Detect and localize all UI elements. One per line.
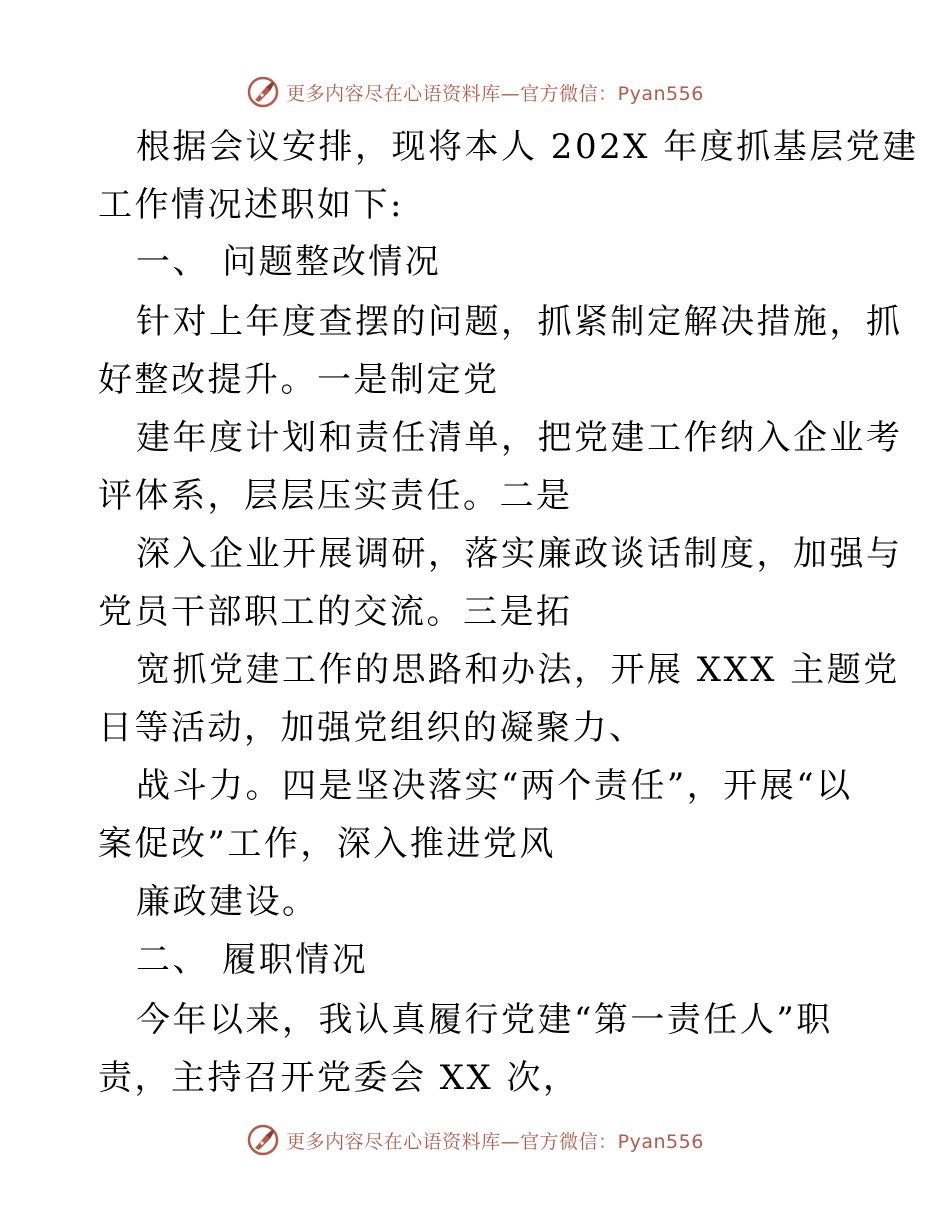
paragraph-line: 评体系，层层压实责任。二是 (98, 476, 573, 516)
pen-nib-circle-logo-icon (246, 1123, 280, 1157)
footer-watermark (0, 1120, 950, 1160)
paragraph-line: 工作情况述职如下: (98, 185, 404, 225)
paragraph-line: 战斗力。四是坚决落实“两个责任”，开展“以 (136, 766, 853, 806)
paragraph-line: 党员干部职工的交流。三是拓 (98, 592, 573, 632)
paragraph-line: 建年度计划和责任清单，把党建工作纳入企业考 (136, 418, 903, 458)
section-heading: 二、 履职情况 (136, 940, 369, 980)
paragraph-line: 好整改提升。一是制定党 (98, 360, 500, 400)
paragraph-line: 廉政建设。 (136, 882, 319, 922)
pen-nib-circle-logo-icon (246, 75, 280, 109)
paragraph-line: 责，主持召开党委会 XX 次， (98, 1058, 580, 1098)
watermark-text: 更多内容尽在心语资料库—官方微信：Pyan556 (286, 82, 704, 105)
paragraph-line: 根据会议安排，现将本人 202X 年度抓基层党建 (136, 127, 919, 167)
paragraph-line: 日等活动，加强党组织的凝聚力、 (98, 708, 646, 748)
watermark-text: 更多内容尽在心语资料库—官方微信：Pyan556 (286, 1130, 704, 1153)
paragraph-line: 今年以来，我认真履行党建“第一责任人”职 (136, 1000, 833, 1040)
paragraph-line: 案促改”工作，深入推进党风 (98, 824, 556, 864)
header-watermark (0, 72, 950, 112)
paragraph-line: 宽抓党建工作的思路和办法，开展 XXX 主题党 (136, 650, 900, 690)
paragraph-line: 针对上年度查摆的问题，抓紧制定解决措施，抓 (136, 302, 903, 342)
paragraph-line: 深入企业开展调研，落实廉政谈话制度，加强与 (136, 534, 903, 574)
section-heading: 一、 问题整改情况 (136, 242, 442, 282)
